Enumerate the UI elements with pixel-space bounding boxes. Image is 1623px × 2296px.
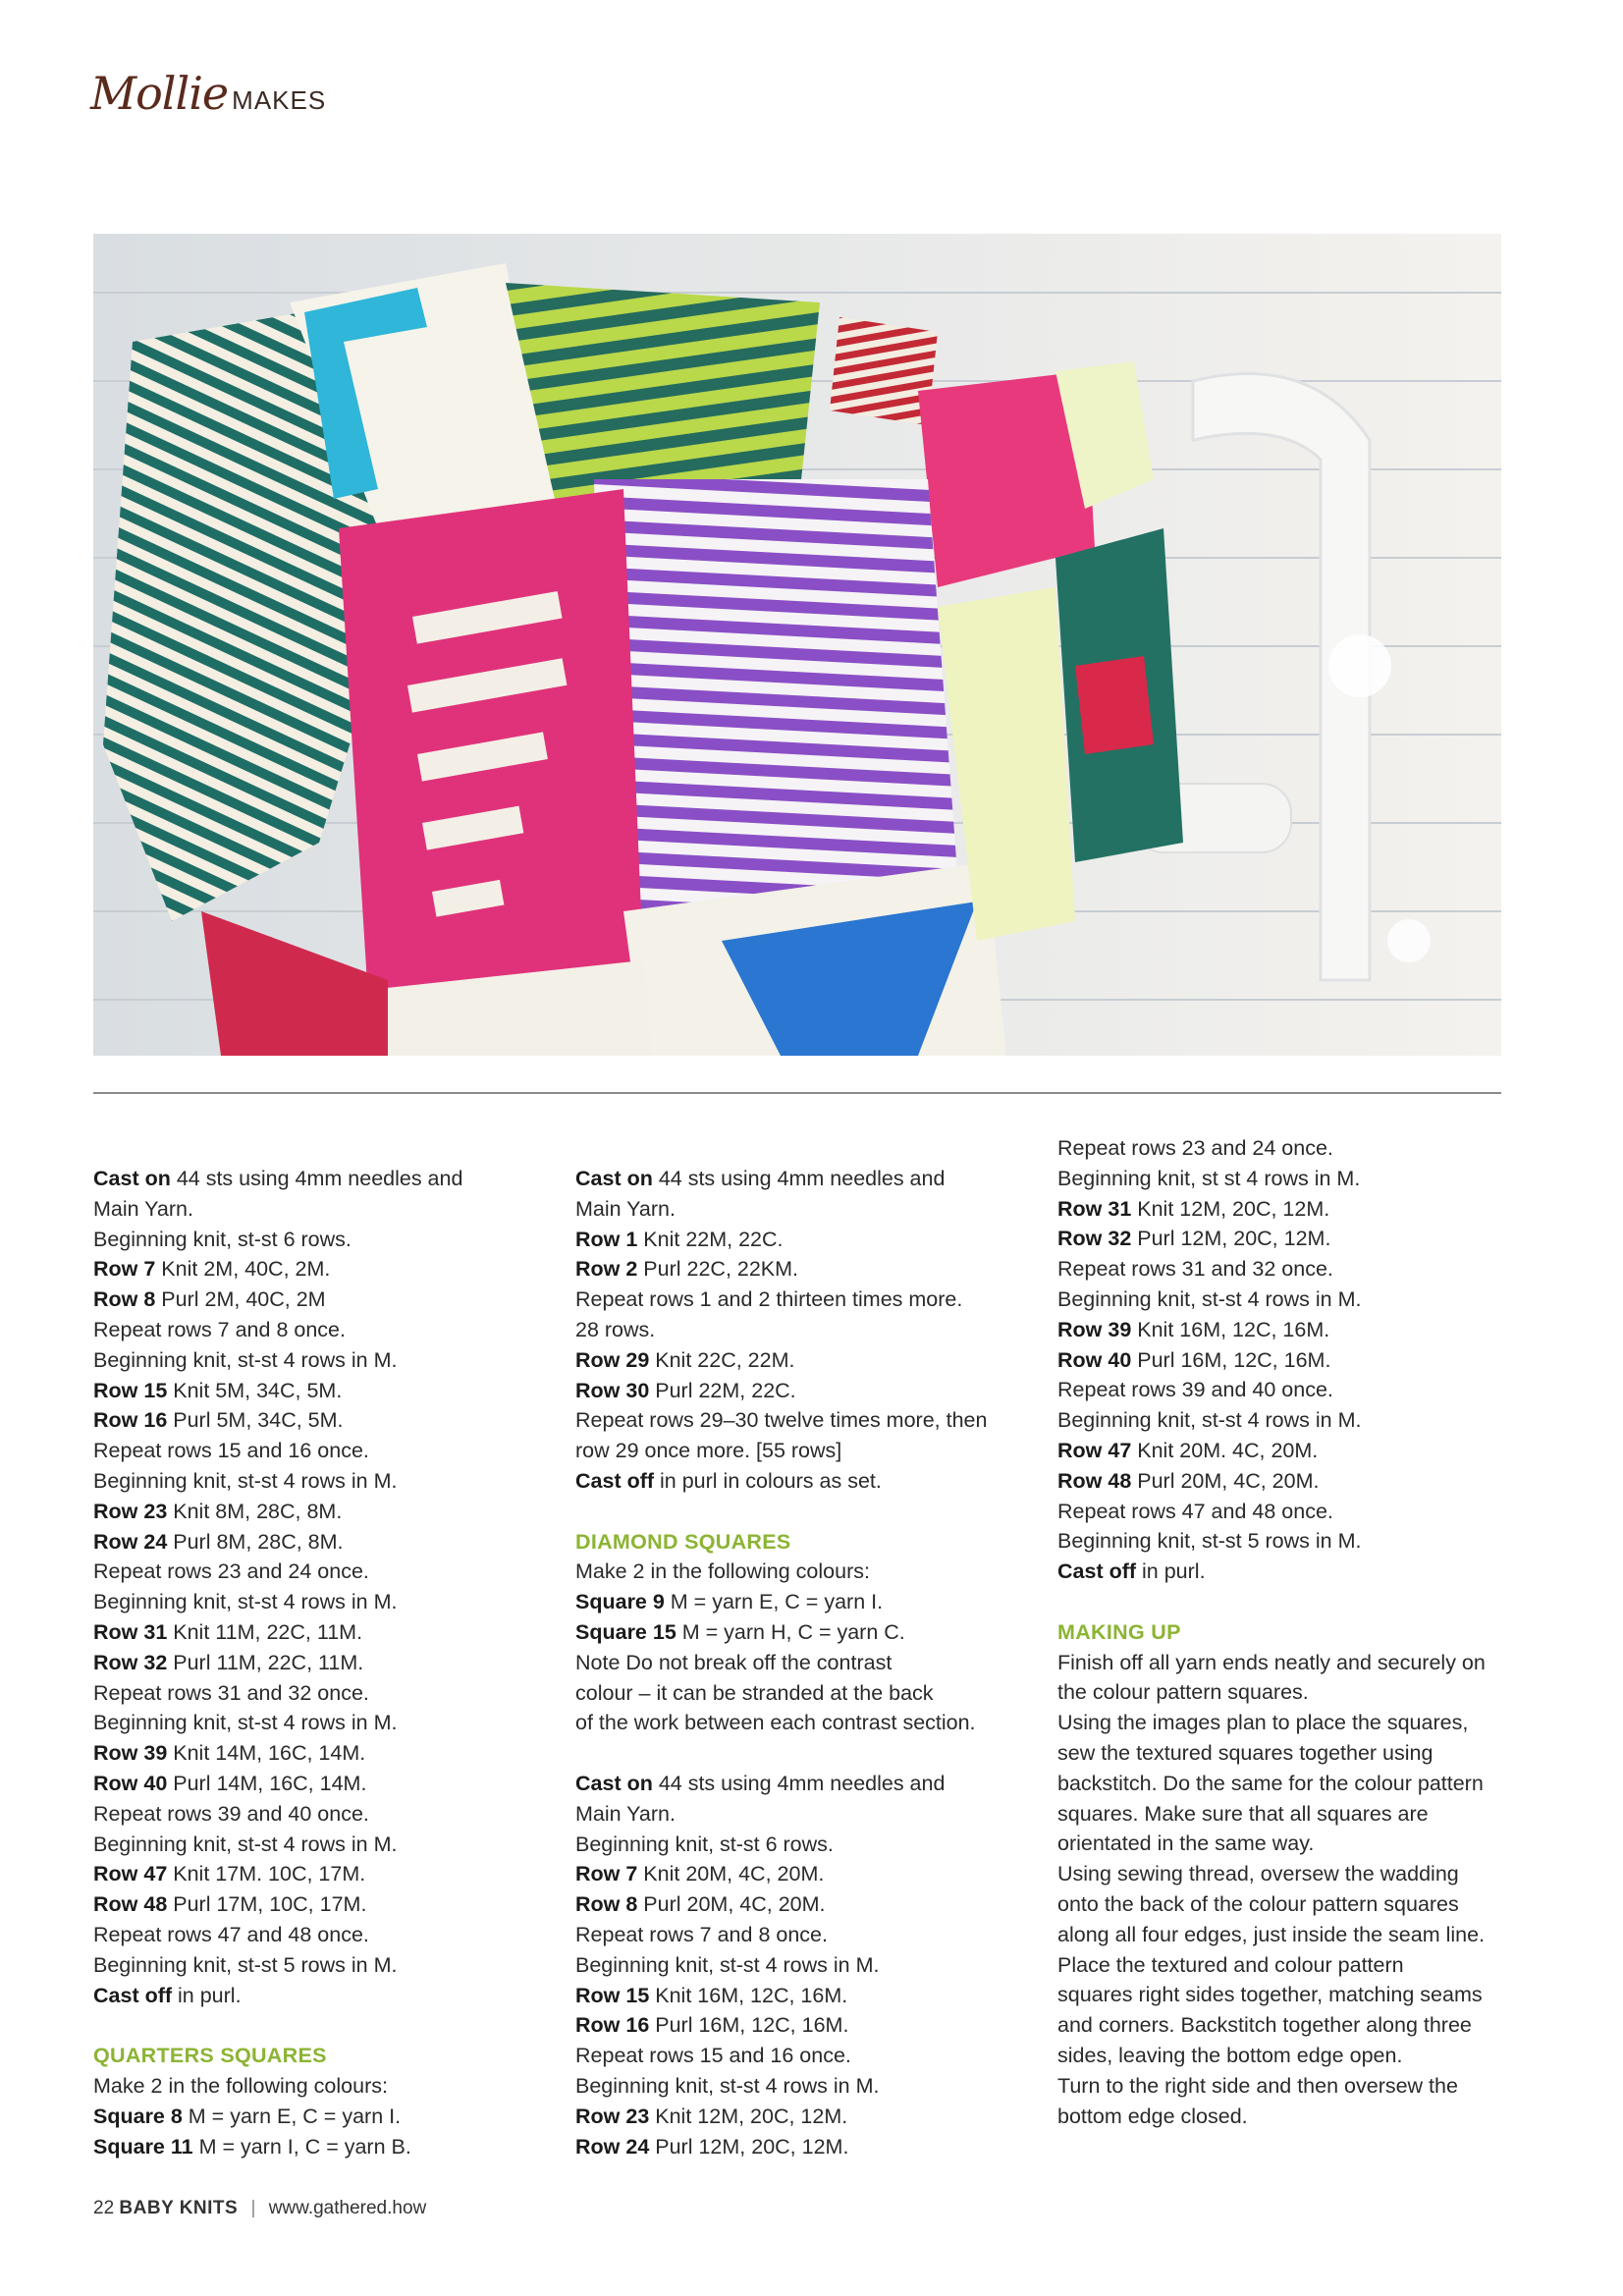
instruction-label: Square 11	[93, 2134, 193, 2159]
instruction-line	[1057, 1224, 1509, 1254]
instruction-line	[1057, 2041, 1509, 2071]
section-divider	[93, 1092, 1501, 1094]
instruction-text: Repeat rows 31 and 32 once.	[1057, 1257, 1333, 1282]
instruction-line	[1057, 1738, 1509, 1769]
instruction-line	[1057, 1677, 1509, 1708]
instruction-line	[1057, 1859, 1509, 1889]
instruction-line	[575, 1315, 1027, 1345]
instruction-line	[1057, 1375, 1509, 1405]
instruction-text: squares right sides together, matching seams	[1057, 1983, 1483, 2007]
instruction-text: Repeat rows 15 and 16 once.	[93, 1439, 369, 1463]
instruction-line	[575, 1708, 1027, 1738]
instruction-text: 28 rows.	[575, 1317, 656, 1341]
instruction-text: Repeat rows 7 and 8 once.	[575, 1922, 828, 1946]
instruction-text: Knit 2M, 40C, 2M.	[155, 1257, 331, 1282]
instruction-label: Cast on	[575, 1771, 653, 1795]
instruction-text: Repeat rows 31 and 32 once.	[93, 1680, 369, 1705]
instruction-line	[575, 1345, 1027, 1376]
instruction-line	[575, 1436, 1027, 1466]
instruction-text: Knit 16M, 12C, 16M.	[649, 1983, 848, 2007]
instruction-text: Beginning knit, st-st 6 rows.	[575, 1831, 834, 1856]
instruction-line	[1057, 1254, 1509, 1285]
instruction-line	[575, 1678, 1027, 1709]
instruction-text: bottom edge closed.	[1057, 2104, 1248, 2128]
instruction-text: Using sewing thread, oversew the wadding	[1057, 1862, 1459, 1886]
footer-separator: |	[250, 2198, 256, 2218]
instruction-label: Row 39	[1057, 1317, 1132, 1341]
instruction-line	[93, 2132, 545, 2162]
instruction-line	[93, 1769, 545, 1799]
instruction-line	[93, 1405, 545, 1436]
instruction-line	[93, 1889, 545, 1920]
instruction-label: Square 8	[93, 2104, 183, 2128]
instruction-label: Row 1	[575, 1227, 638, 1251]
instruction-line	[1057, 1980, 1509, 2010]
instruction-line	[93, 1859, 545, 1889]
instruction-text: squares. Make sure that all squares are	[1057, 1801, 1429, 1826]
instruction-label: Row 7	[575, 1862, 638, 1886]
instruction-line	[93, 1738, 545, 1769]
instruction-line	[1057, 1164, 1509, 1194]
instruction-label: Row 15	[575, 1983, 650, 2007]
instruction-line	[1057, 1708, 1509, 1738]
instruction-text: Beginning knit, st-st 4 rows in M.	[575, 1952, 880, 1977]
instruction-line	[1057, 1285, 1509, 1315]
instruction-line	[575, 1769, 1027, 1799]
instruction-label: Row 24	[93, 1529, 168, 1554]
instruction-line	[575, 1587, 1027, 1617]
instruction-line	[575, 1405, 1027, 1436]
instruction-line	[575, 2010, 1027, 2041]
instruction-line	[575, 1194, 1027, 1225]
instruction-line	[93, 1376, 545, 1406]
instruction-line	[1057, 1405, 1509, 1436]
instruction-line	[1057, 1920, 1509, 1950]
instruction-text: Repeat rows 15 and 16 once.	[575, 2044, 851, 2068]
instruction-text: Knit 11M, 22C, 11M.	[167, 1619, 363, 1644]
instruction-text: Place the textured and colour pattern	[1057, 1952, 1404, 1977]
instruction-text: Beginning knit, st st 4 rows in M.	[1057, 1166, 1361, 1190]
instruction-line	[93, 1254, 545, 1285]
instruction-line	[93, 1920, 545, 1950]
instruction-line	[575, 2102, 1027, 2132]
instruction-text: M = yarn H, C = yarn C.	[676, 1619, 905, 1644]
instruction-line	[1057, 1436, 1509, 1466]
instruction-text: colour – it can be stranded at the back	[575, 1680, 934, 1705]
instruction-line	[93, 1678, 545, 1709]
instruction-line	[93, 1830, 545, 1860]
instruction-text: Repeat rows 39 and 40 once.	[1057, 1378, 1333, 1402]
instruction-text: Purl 8M, 28C, 8M.	[167, 1529, 344, 1554]
instruction-line	[575, 1557, 1027, 1587]
instruction-label: Row 29	[575, 1347, 650, 1372]
instruction-line	[575, 1225, 1027, 1255]
instruction-label: Row 24	[575, 2134, 650, 2159]
instruction-line	[1057, 1133, 1509, 1164]
instruction-label: Row 8	[575, 1892, 638, 1917]
instruction-text: Knit 12M, 20C, 12M.	[1131, 1196, 1330, 1221]
page-number: 22	[93, 2198, 115, 2218]
instruction-text: Purl 22C, 22KM.	[637, 1257, 799, 1282]
instruction-label: Row 32	[93, 1650, 168, 1674]
instruction-label: Row 23	[93, 1499, 168, 1523]
instruction-label: Row 16	[575, 2013, 650, 2038]
instruction-text: Beginning knit, st-st 4 rows in M.	[1057, 1286, 1362, 1311]
instruction-label: Row 40	[93, 1771, 168, 1795]
paragraph-gap	[1057, 1587, 1509, 1617]
instruction-text: onto the back of the colour pattern squares	[1057, 1891, 1459, 1916]
instruction-line	[1057, 2010, 1509, 2041]
instruction-label: Cast on	[93, 1167, 171, 1190]
instruction-text: Purl 11M, 22C, 11M.	[167, 1650, 364, 1674]
instruction-text: Repeat rows 47 and 48 once.	[1057, 1499, 1333, 1523]
instruction-text: Repeat rows 29–30 twelve times more, then	[575, 1408, 988, 1433]
instruction-line	[93, 1981, 545, 2011]
instruction-line	[575, 1950, 1027, 1981]
instruction-line	[575, 1981, 1027, 2011]
instruction-text: Beginning knit, st-st 4 rows in M.	[93, 1831, 398, 1856]
instruction-line	[575, 1466, 1027, 1497]
page-footer	[93, 2198, 426, 2219]
instruction-text: M = yarn I, C = yarn B.	[192, 2134, 411, 2159]
instruction-text: sew the textured squares together using	[1057, 1740, 1434, 1765]
instruction-line	[93, 2071, 545, 2102]
instruction-line	[1057, 1466, 1509, 1497]
instruction-line	[1057, 1315, 1509, 1345]
instruction-label: Row 40	[1057, 1347, 1132, 1372]
instruction-line	[575, 1254, 1027, 1285]
instruction-label: Row 2	[575, 1257, 638, 1282]
instruction-label: Square 15	[575, 1619, 676, 1644]
instruction-text: 44 sts using 4mm needles and	[652, 1167, 946, 1190]
instruction-label: Row 8	[93, 1287, 156, 1312]
instruction-line	[1057, 1557, 1509, 1587]
instruction-text: Note Do not break off the contrast	[575, 1650, 893, 1674]
instruction-text: Repeat rows 23 and 24 once.	[1057, 1136, 1333, 1160]
instruction-text: Knit 17M. 10C, 17M.	[167, 1862, 366, 1886]
instruction-line	[575, 1285, 1027, 1315]
instructions-column-2	[575, 1164, 1027, 2161]
instruction-text: Knit 20M, 4C, 20M.	[637, 1862, 825, 1886]
instruction-line	[93, 1799, 545, 1830]
instruction-text: Turn to the right side and then oversew the	[1057, 2073, 1458, 2098]
section-name: BABY KNITS	[119, 2198, 239, 2218]
instruction-text: Main Yarn.	[575, 1196, 676, 1221]
instruction-text: M = yarn E, C = yarn I.	[664, 1590, 884, 1614]
instruction-line	[1057, 1950, 1509, 1981]
instruction-label: Row 47	[93, 1862, 168, 1886]
instruction-text: Finish off all yarn ends neatly and securely on	[1057, 1650, 1486, 1674]
website-url: www.gathered.how	[268, 2198, 427, 2218]
instruction-line	[93, 1315, 545, 1345]
instruction-line	[93, 1708, 545, 1738]
instruction-line	[1057, 1829, 1509, 1859]
instruction-text: Knit 22C, 22M.	[649, 1347, 795, 1372]
instruction-text: Beginning knit, st-st 5 rows in M.	[1057, 1529, 1362, 1554]
instruction-line	[575, 2071, 1027, 2102]
instruction-line	[1057, 1497, 1509, 1527]
brand-logo-caps: MAKES	[232, 85, 327, 115]
instruction-line	[93, 1557, 545, 1587]
instruction-label: Row 47	[1057, 1438, 1132, 1462]
instruction-text: Knit 5M, 34C, 5M.	[167, 1378, 343, 1402]
instruction-text: Purl 5M, 34C, 5M.	[167, 1408, 344, 1433]
instruction-label: Row 7	[93, 1257, 156, 1282]
instruction-line	[93, 1285, 545, 1315]
instruction-line	[1057, 2071, 1509, 2102]
instruction-text: Using the images plan to place the squares,	[1057, 1711, 1469, 1735]
instruction-line	[93, 1648, 545, 1678]
paragraph-gap	[575, 1497, 1027, 1527]
instruction-line	[575, 1648, 1027, 1678]
instruction-text: Purl 16M, 12C, 16M.	[1131, 1347, 1331, 1372]
instruction-text: Beginning knit, st-st 5 rows in M.	[93, 1952, 398, 1977]
instruction-line	[575, 2132, 1027, 2162]
instruction-text: M = yarn E, C = yarn I.	[182, 2104, 402, 2128]
section-heading: MAKING UP	[1057, 1619, 1181, 1644]
instruction-text: backstitch. Do the same for the colour pattern	[1057, 1771, 1484, 1795]
instruction-text: Knit 22M, 22C.	[637, 1227, 784, 1251]
instructions-column-1	[93, 1164, 545, 2161]
instruction-line	[575, 1859, 1027, 1889]
instruction-text: in purl in colours as set.	[654, 1468, 882, 1493]
instruction-text: and corners. Backstitch together along three	[1057, 2013, 1472, 2038]
instruction-line	[1057, 1799, 1509, 1830]
paragraph-gap	[575, 1738, 1027, 1769]
instruction-line	[575, 1830, 1027, 1860]
instruction-line	[575, 1376, 1027, 1406]
instruction-text: Main Yarn.	[575, 1801, 676, 1826]
instruction-label: Row 32	[1057, 1227, 1132, 1251]
section-heading: QUARTERS SQUARES	[93, 2044, 327, 2068]
instruction-text: Make 2 in the following colours:	[93, 2073, 388, 2098]
instruction-line	[93, 1617, 545, 1648]
instruction-text: 44 sts using 4mm needles and	[652, 1771, 946, 1795]
instruction-text: Beginning knit, st-st 6 rows.	[93, 1227, 352, 1251]
instruction-label: Row 16	[93, 1408, 168, 1433]
instruction-text: Purl 17M, 10C, 17M.	[167, 1892, 367, 1917]
instruction-line	[93, 1466, 545, 1497]
instruction-line	[575, 1164, 1027, 1194]
instruction-text: in purl.	[172, 1983, 242, 2007]
instruction-text: Purl 22M, 22C.	[649, 1378, 796, 1402]
instruction-line	[1057, 1194, 1509, 1225]
instruction-text: Beginning knit, st-st 4 rows in M.	[1057, 1408, 1362, 1433]
instruction-line	[1057, 2102, 1509, 2132]
instruction-line	[575, 1920, 1027, 1950]
instruction-line	[93, 1225, 545, 1255]
instruction-text: Repeat rows 1 and 2 thirteen times more.	[575, 1287, 963, 1312]
instruction-text: along all four edges, just inside the seam line.	[1057, 1922, 1486, 1946]
instruction-line	[93, 2102, 545, 2132]
instruction-label: Square 9	[575, 1590, 665, 1614]
instruction-text: Make 2 in the following colours:	[575, 1559, 870, 1584]
instruction-text: the colour pattern squares.	[1057, 1680, 1309, 1705]
instruction-label: Row 23	[575, 2104, 650, 2128]
instruction-text: Beginning knit, st-st 4 rows in M.	[93, 1711, 398, 1735]
instruction-label: Cast off	[1057, 1559, 1137, 1584]
instruction-line	[93, 1194, 545, 1225]
instruction-line	[93, 1164, 545, 1194]
instruction-text: Purl 12M, 20C, 12M.	[1131, 1227, 1331, 1251]
instruction-text: Main Yarn.	[93, 1196, 193, 1221]
instruction-label: Cast off	[93, 1983, 173, 2007]
instruction-label: Row 15	[93, 1378, 168, 1402]
instruction-text: Purl 2M, 40C, 2M	[155, 1287, 326, 1312]
instruction-text: Knit 14M, 16C, 14M.	[167, 1741, 366, 1766]
instruction-line	[575, 1889, 1027, 1920]
instruction-label: Row 31	[1057, 1196, 1132, 1221]
instruction-text: Purl 20M, 4C, 20M.	[637, 1892, 826, 1917]
instruction-line	[1057, 1345, 1509, 1376]
instructions-column-3	[1057, 1133, 1509, 2131]
instruction-line	[93, 1587, 545, 1617]
instruction-text: Beginning knit, st-st 4 rows in M.	[93, 1590, 398, 1614]
instruction-label: Row 48	[93, 1892, 168, 1917]
instruction-text: Knit 16M, 12C, 16M.	[1131, 1317, 1330, 1341]
instruction-text: Repeat rows 47 and 48 once.	[93, 1922, 369, 1946]
instruction-text: Knit 20M. 4C, 20M.	[1131, 1438, 1319, 1462]
instruction-line	[93, 1950, 545, 1981]
instruction-label: Row 39	[93, 1741, 168, 1766]
instruction-label: Cast on	[575, 1167, 653, 1190]
instruction-text: Purl 14M, 16C, 14M.	[167, 1771, 367, 1795]
instruction-text: Knit 12M, 20C, 12M.	[649, 2104, 848, 2128]
instruction-text: sides, leaving the bottom edge open.	[1057, 2043, 1403, 2067]
instruction-text: Beginning knit, st-st 4 rows in M.	[93, 1468, 398, 1493]
instruction-line	[575, 1799, 1027, 1830]
instruction-line	[1057, 1648, 1509, 1678]
instruction-text: Knit 8M, 28C, 8M.	[167, 1499, 343, 1523]
instruction-text: Beginning knit, st-st 4 rows in M.	[575, 2073, 880, 2098]
paragraph-gap	[93, 2010, 545, 2041]
instruction-line	[575, 1617, 1027, 1648]
instruction-line	[93, 1527, 545, 1558]
instruction-line	[1057, 1769, 1509, 1799]
instruction-line	[93, 1436, 545, 1466]
instruction-text: Repeat rows 7 and 8 once.	[93, 1317, 346, 1341]
instruction-text: in purl.	[1136, 1559, 1206, 1584]
section-heading: DIAMOND SQUARES	[575, 1529, 791, 1554]
instruction-text: orientated in the same way.	[1057, 1831, 1315, 1856]
brand-logo	[90, 67, 326, 120]
instruction-label: Cast off	[575, 1468, 655, 1493]
instruction-text: Purl 12M, 20C, 12M.	[649, 2134, 849, 2159]
instruction-text: Beginning knit, st-st 4 rows in M.	[93, 1347, 398, 1372]
instruction-label: Row 30	[575, 1378, 650, 1402]
knitted-blanket-photo	[93, 234, 1501, 1056]
instruction-text: row 29 once more. [55 rows]	[575, 1439, 842, 1463]
instruction-line	[1057, 1526, 1509, 1557]
instruction-text: of the work between each contrast section.	[575, 1711, 976, 1735]
instruction-text: Repeat rows 39 and 40 once.	[93, 1801, 369, 1826]
instruction-text: Purl 16M, 12C, 16M.	[649, 2013, 849, 2038]
instruction-label: Row 48	[1057, 1468, 1132, 1493]
brand-logo-script: Mollie	[90, 67, 229, 120]
instruction-text: 44 sts using 4mm needles and	[170, 1167, 463, 1190]
instruction-line	[1057, 1889, 1509, 1920]
instruction-text: Purl 20M, 4C, 20M.	[1131, 1468, 1320, 1493]
instruction-line	[93, 1497, 545, 1527]
instruction-line	[93, 1345, 545, 1376]
instruction-line	[575, 2041, 1027, 2071]
instruction-label: Row 31	[93, 1619, 168, 1644]
instruction-text: Repeat rows 23 and 24 once.	[93, 1559, 369, 1584]
